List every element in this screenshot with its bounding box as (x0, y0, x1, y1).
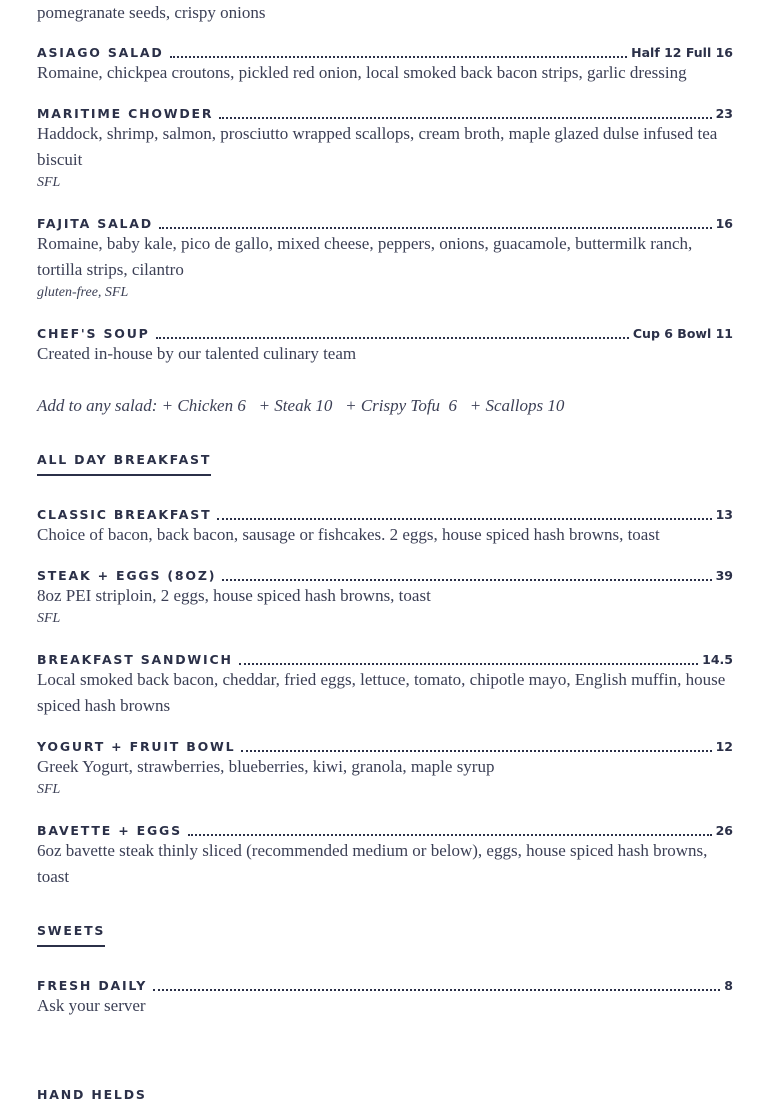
section-heading-all-day-breakfast: ALL DAY BREAKFAST (37, 453, 211, 476)
menu-item-yogurt-fruit-bowl (37, 732, 733, 800)
dot-leader (241, 750, 711, 752)
dot-leader (170, 56, 628, 58)
item-price: 26 (715, 823, 733, 838)
item-description: pomegranate seeds, crispy onions (37, 3, 266, 22)
dot-leader (222, 579, 711, 581)
item-name: FAJITA SALAD (37, 216, 153, 231)
item-price: 12 (715, 739, 733, 754)
menu-item-classic-breakfast (37, 500, 733, 548)
dot-leader (159, 227, 712, 229)
item-price: 14.5 (702, 652, 733, 667)
item-price: Half 12 Full 16 (631, 45, 733, 60)
item-name: BREAKFAST SANDWICH (37, 652, 233, 667)
item-description: Created in-house by our talented culinary team (37, 344, 357, 363)
dot-leader (156, 337, 629, 339)
item-name: CHEF'S SOUP (37, 326, 150, 341)
item-description: Haddock, shrimp, salmon, prosciutto wrapped scallops, cream broth, maple glazed dulse infused tea biscuit (37, 124, 718, 169)
item-description: Greek Yogurt, strawberries, blueberries, kiwi, granola, maple syrup (37, 757, 495, 776)
item-price: Cup 6 Bowl 11 (632, 326, 733, 341)
menu-item-chefs-soup (37, 319, 733, 367)
dot-leader (153, 989, 720, 991)
item-price: 16 (715, 216, 733, 231)
item-description: Local smoked back bacon, cheddar, fried eggs, lettuce, tomato, chipotle mayo, English muffin, house spiced hash browns (37, 670, 726, 715)
item-price: 8 (724, 978, 733, 993)
item-dietary-note: SFL (37, 782, 61, 797)
dot-leader (219, 117, 711, 119)
menu-item-steak-eggs (37, 561, 733, 629)
dot-leader (188, 834, 712, 836)
menu-item-breakfast-sandwich (37, 645, 733, 719)
item-price: 23 (715, 106, 733, 121)
item-description: Romaine, baby kale, pico de gallo, mixed cheese, peppers, onions, guacamole, buttermilk ranch, tortilla strips, cilantro (37, 234, 693, 279)
item-dietary-note: SFL (37, 611, 61, 626)
menu-item-fajita-salad (37, 209, 733, 303)
menu-item-maritime-chowder (37, 99, 733, 193)
menu-item-bavette-eggs (37, 816, 733, 890)
salad-addon-note: Add to any salad: + Chicken 6 + Steak 10 + Crispy Tofu 6 + Scallops 10 (37, 396, 565, 415)
item-name: ASIAGO SALAD (37, 45, 164, 60)
menu-item-asiago-salad (37, 38, 733, 86)
item-name: CLASSIC BREAKFAST (37, 507, 212, 522)
item-description: Romaine, chickpea croutons, pickled red onion, local smoked back bacon strips, garlic dressing (37, 63, 687, 82)
item-dietary-note: SFL (37, 175, 61, 190)
item-name: MARITIME CHOWDER (37, 106, 214, 121)
dot-leader (239, 663, 698, 665)
section-heading-hand-helds: HAND HELDS (37, 1087, 147, 1102)
menu-item-fresh-daily (37, 971, 733, 1019)
item-dietary-note: gluten-free, SFL (37, 285, 129, 300)
item-price: 13 (715, 507, 733, 522)
item-name: FRESH DAILY (37, 978, 148, 993)
item-price: 39 (715, 568, 733, 583)
section-heading-sweets: SWEETS (37, 924, 105, 947)
dot-leader (217, 518, 711, 520)
item-description: 6oz bavette steak thinly sliced (recommended medium or below), eggs, house spiced hash browns, toast (37, 841, 708, 886)
item-name: BAVETTE + EGGS (37, 823, 182, 838)
item-name: YOGURT + FRUIT BOWL (37, 739, 236, 754)
item-description: 8oz PEI striploin, 2 eggs, house spiced hash browns, toast (37, 586, 431, 605)
item-name: STEAK + EGGS (8OZ) (37, 568, 217, 583)
item-description: Choice of bacon, back bacon, sausage or fishcakes. 2 eggs, house spiced hash browns, toast (37, 525, 660, 544)
item-description: Ask your server (37, 996, 146, 1015)
